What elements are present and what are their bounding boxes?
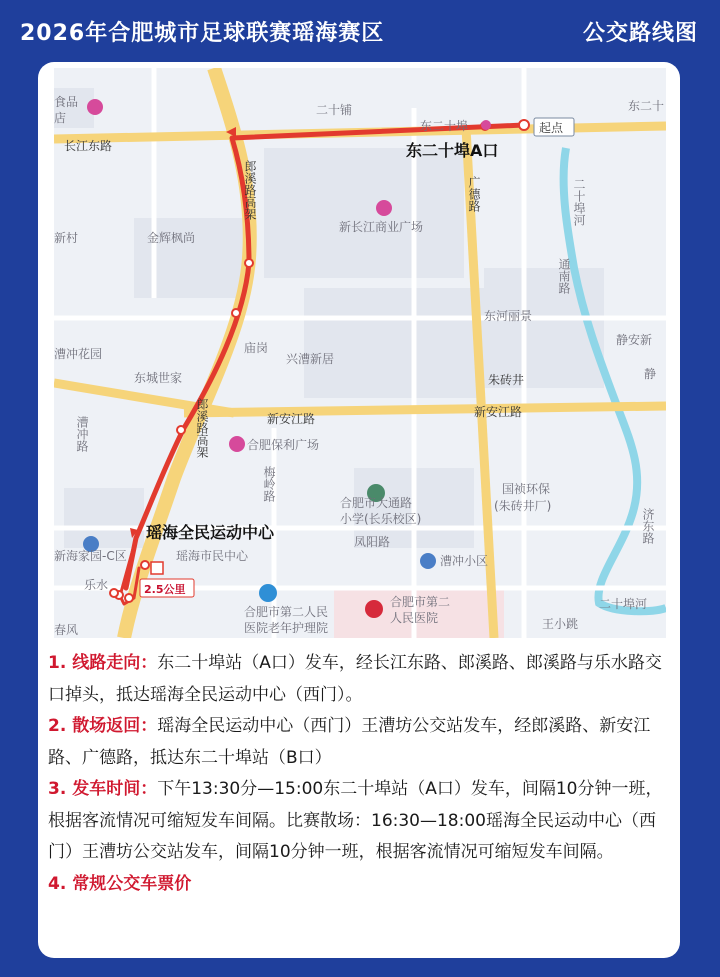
- note-3-head: 3. 发车时间：: [48, 779, 158, 799]
- label-meiling: 梅岭路: [262, 466, 276, 502]
- label-caochong-huayuan: 漕冲花园: [54, 347, 103, 361]
- label-dadaotong: 合肥市大通路: [340, 496, 413, 510]
- note-3: [48, 774, 674, 869]
- hospital-cross-icon: [365, 600, 383, 618]
- note-2-body: 瑶海全民运动中心（西门）王漕坊公交站发车，经郎溪路、新安江路、广德路，抵达东二十埠站（B口）: [48, 716, 651, 768]
- label-jidong-road: 济东路: [641, 508, 655, 544]
- label-guangde-road: 广德路: [467, 176, 481, 212]
- end-stop-label: 瑶海全民运动中心: [146, 523, 275, 542]
- label-hospital2-a: 合肥市第二人民: [244, 605, 329, 619]
- label-baoli: 合肥保利广场: [247, 438, 320, 452]
- label-fengyang: 凤阳路: [354, 535, 391, 549]
- label-xinhai: 新海家园-C区: [54, 549, 127, 563]
- label-dongershibu-small: 东二十埠: [420, 119, 469, 133]
- page-header: [0, 0, 720, 62]
- note-3-body: 下午13:30分—15:00东二十埠站（A口）发车，间隔10分钟一班，根据客流情况可缩短发车间隔。比赛散场：16:30—18:00瑶海全民运动中心（西门）王漕坊公交站发车，间隔10分钟一班，根据客流情况可缩短发车间隔。: [48, 779, 663, 862]
- label-langxi-gaojia: 郎溪路高架: [243, 160, 257, 220]
- label-dongcheng: 东城世家: [134, 371, 183, 385]
- label-dadaotong2: 小学(长乐校区): [340, 512, 422, 526]
- label-caochong-road: 漕冲路: [75, 416, 89, 452]
- label-yaohai-zhongxin: 瑶海市民中心: [176, 549, 249, 563]
- label-shipin: 食品: [54, 95, 79, 109]
- label-donghe: 东河丽景: [484, 309, 533, 323]
- map-canvas: [54, 68, 666, 638]
- note-2-head: 2. 散场返回：: [48, 716, 158, 736]
- label-hospital2-b: 医院老年护理院: [244, 621, 329, 635]
- label-xincun: 新村: [54, 231, 79, 245]
- route-map: [54, 68, 666, 638]
- label-shipin2: 店: [54, 111, 67, 125]
- label-hospital2c-a: 合肥市第二: [390, 595, 451, 609]
- label-xinanjiang-1: 新安江路: [267, 412, 316, 426]
- poi-pin-icon: [87, 99, 103, 115]
- label-ershibuhe2: 二十埠河: [599, 597, 648, 611]
- label-wangxiaotiao: 王小跳: [542, 617, 579, 631]
- label-leshui: 乐水: [84, 578, 109, 592]
- label-jingan2: 静: [644, 367, 657, 381]
- label-jingan: 静安新: [616, 333, 653, 347]
- note-1-body: 东二十埠站（A口）发车，经长江东路、郎溪路、郎溪路与乐水路交口掉头，抵达瑶海全民运动中心（西门）。: [48, 653, 662, 705]
- route-notes: [48, 648, 674, 900]
- start-stop-label: 东二十埠A口: [406, 141, 499, 160]
- end-flag-icon: [151, 562, 163, 574]
- content-card: [38, 62, 680, 958]
- label-guozhen2: (朱砖井厂): [494, 499, 552, 513]
- label-xinanjiang-2: 新安江路: [474, 405, 523, 419]
- label-xinchangjiang: 新长江商业广场: [339, 220, 424, 234]
- label-ershibuhe: 二十埠河: [572, 178, 586, 226]
- bus-stop-icon: [481, 120, 491, 130]
- label-changjiang-road: 长江东路: [64, 139, 113, 153]
- note-2: [48, 711, 674, 774]
- page-title: 2026年合肥城市足球联赛瑶海赛区: [20, 20, 385, 46]
- label-jinhui: 金辉枫尚: [147, 231, 196, 245]
- note-1: [48, 648, 674, 711]
- label-chunfeng: 春风: [54, 623, 79, 637]
- poi-pin-icon: [420, 553, 436, 569]
- page-subtitle: 公交路线图: [582, 20, 698, 46]
- label-ershipu: 二十铺: [316, 103, 353, 117]
- poi-pin-icon: [376, 200, 392, 216]
- label-caochong-xiaoqu: 漕冲小区: [440, 554, 489, 568]
- label-zhuzhuanjing: 朱砖井: [488, 373, 525, 387]
- label-tongnan: 通南路: [557, 258, 571, 294]
- note-4-head: 4. 常规公交车票价: [48, 873, 192, 894]
- start-tag: 起点: [539, 121, 564, 135]
- note-1-head: 1. 线路走向：: [48, 653, 158, 673]
- label-guozhen: 国祯环保: [502, 482, 551, 496]
- label-miaogang: 庙岗: [244, 341, 269, 355]
- poi-pin-icon: [229, 436, 245, 452]
- hospital-pin-icon: [259, 584, 277, 602]
- note-4: [48, 869, 674, 901]
- label-hospital2c-b: 人民医院: [390, 611, 439, 625]
- label-xingcao: 兴漕新居: [286, 352, 335, 366]
- label-langxi-2: 郎溪路高架: [195, 398, 209, 458]
- distance-label: 2.5公里: [144, 583, 186, 596]
- label-dongershi: 东二十: [628, 99, 665, 113]
